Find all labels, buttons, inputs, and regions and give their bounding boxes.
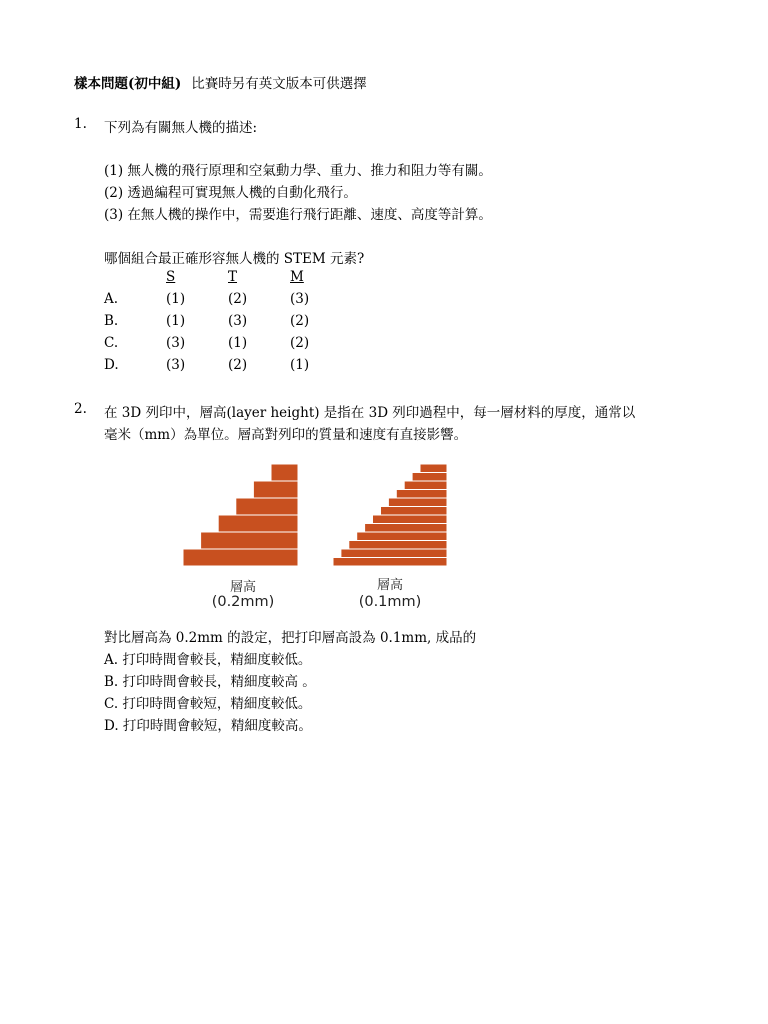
right-figure-value: (0.1mm) <box>358 594 422 610</box>
q1-option-d-s: (3) <box>166 357 186 373</box>
q1-option-c-m: (2) <box>290 335 310 351</box>
q1-option-c-s: (3) <box>166 335 186 351</box>
stairs-0.1mm <box>333 464 447 566</box>
q1-statement-3: (3) 在無人機的操作中，需要進行飛行距離、速度、高度等計算。 <box>104 207 492 223</box>
q1-option-d-t: (2) <box>228 357 248 373</box>
stairs-0.2mm-layer-5 <box>201 532 298 549</box>
q2-option-a: A. 打印時間會較長，精細度較低。 <box>104 652 312 668</box>
stairs-0.1mm-layer-1 <box>420 464 447 473</box>
q1-option-c-label: C. <box>104 335 119 351</box>
q1-question: 哪個組合最正確形容無人機的 STEM 元素? <box>104 251 365 267</box>
stairs-0.1mm-layer-8 <box>365 524 447 533</box>
col-header-s: S <box>166 269 176 285</box>
q1-prompt: 下列為有關無人機的描述: <box>104 120 258 136</box>
stairs-0.1mm-layer-7 <box>373 515 448 524</box>
stairs-0.1mm-layer-11 <box>341 549 447 558</box>
stairs-0.2mm <box>183 464 298 566</box>
layer-height-figure <box>180 460 455 570</box>
q1-option-d-label: D. <box>104 357 119 373</box>
q2-prompt-line-1: 在 3D 列印中，層高(layer height) 是指在 3D 列印過程中，每一層材料的厚度，通常以 <box>104 405 636 421</box>
stairs-0.1mm-layer-3 <box>404 481 447 490</box>
q1-option-b-label: B. <box>104 313 119 329</box>
stairs-0.2mm-layer-3 <box>236 498 298 515</box>
stairs-0.1mm-layer-4 <box>396 490 447 499</box>
col-header-t: T <box>228 269 238 285</box>
stairs-0.1mm-layer-9 <box>357 532 447 541</box>
left-figure-caption: 層高 <box>229 580 256 595</box>
stairs-0.2mm-layer-4 <box>218 515 298 532</box>
q1-statement-2: (2) 透過編程可實現無人機的自動化飛行。 <box>104 185 357 201</box>
q1-option-a-s: (1) <box>166 291 186 307</box>
q1-option-b-t: (3) <box>228 313 248 329</box>
stairs-0.1mm-layer-2 <box>412 473 447 482</box>
page-heading <box>74 72 367 92</box>
stairs-0.1mm-layer-5 <box>388 498 447 507</box>
q1-option-b-m: (2) <box>290 313 310 329</box>
heading-note: 比賽時另有英文版本可供選擇 <box>191 76 367 92</box>
q1-option-a-t: (2) <box>228 291 248 307</box>
q1-number: 1. <box>74 116 87 132</box>
stairs-0.1mm-layer-10 <box>349 541 447 550</box>
q2-question: 對比層高為 0.2mm 的設定，把打印層高設為 0.1mm, 成品的 <box>104 630 477 646</box>
q1-option-c-t: (1) <box>228 335 248 351</box>
q2-option-d: D. 打印時間會較短，精細度較高。 <box>104 718 312 734</box>
q1-option-b-s: (1) <box>166 313 186 329</box>
left-figure-value: (0.2mm) <box>211 594 275 610</box>
q2-number: 2. <box>74 401 87 417</box>
q1-statement-1: (1) 無人機的飛行原理和空氣動力學、重力、推力和阻力等有關。 <box>104 163 492 179</box>
q1-option-a-label: A. <box>104 291 119 307</box>
right-figure-caption: 層高 <box>376 578 403 593</box>
stairs-0.2mm-layer-2 <box>253 481 298 498</box>
q2-option-c: C. 打印時間會較短，精細度較低。 <box>104 696 312 712</box>
stairs-0.1mm-layer-12 <box>333 558 447 567</box>
q2-prompt-line-2: 毫米（mm）為單位。層高對列印的質量和速度有直接影響。 <box>104 427 468 443</box>
heading-title: 樣本問題(初中組) <box>74 76 182 92</box>
q2-option-b: B. 打印時間會較長，精細度較高 。 <box>104 674 316 690</box>
stairs-0.2mm-layer-1 <box>271 464 298 481</box>
q1-option-d-m: (1) <box>290 357 310 373</box>
col-header-m: M <box>290 269 304 285</box>
q1-option-a-m: (3) <box>290 291 310 307</box>
stairs-0.2mm-layer-6 <box>183 549 298 566</box>
stairs-0.1mm-layer-6 <box>381 507 448 516</box>
